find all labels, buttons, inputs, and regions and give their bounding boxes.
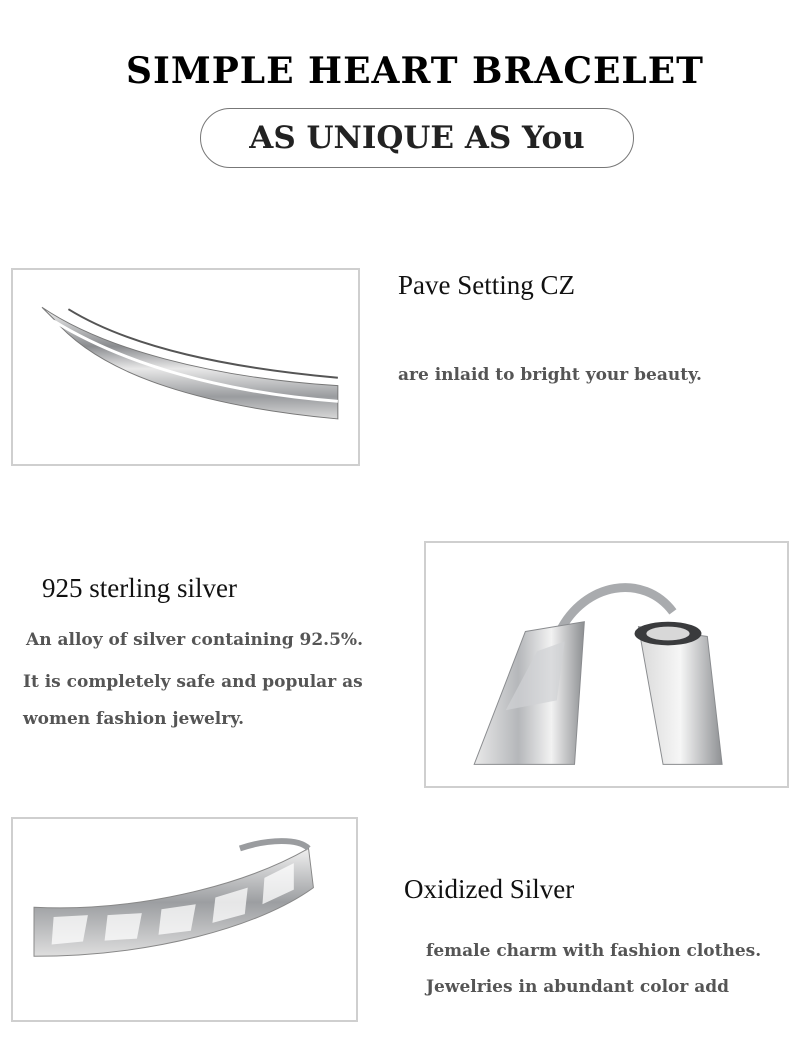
section-desc-pave-1: are inlaid to bright your beauty. <box>398 365 702 385</box>
product-image-bangle-hinge <box>424 541 789 788</box>
page-title: SIMPLE HEART BRACELET <box>126 50 704 92</box>
section-desc-sterling-3: women fashion jewelry. <box>23 709 245 729</box>
silver-bangle-image <box>13 270 358 464</box>
silver-bangle-hinge-image <box>426 543 787 786</box>
section-heading-sterling: 925 sterling silver <box>42 573 237 603</box>
section-desc-oxidized-2: Jewelries in abundant color add <box>426 977 730 997</box>
section-desc-sterling-2: It is completely safe and popular as <box>23 672 363 692</box>
tagline-pill <box>200 108 634 168</box>
product-image-bangle-faceted <box>11 817 358 1022</box>
section-heading-pave: Pave Setting CZ <box>398 270 575 300</box>
section-desc-sterling-1: An alloy of silver containing 92.5%. <box>26 630 363 650</box>
section-desc-oxidized-1: female charm with fashion clothes. <box>426 941 762 961</box>
silver-bangle-faceted-image <box>13 819 356 1020</box>
section-heading-oxidized: Oxidized Silver <box>404 874 575 904</box>
tagline-text: AS UNIQUE AS You <box>249 120 585 156</box>
product-image-bangle-edge <box>11 268 360 466</box>
